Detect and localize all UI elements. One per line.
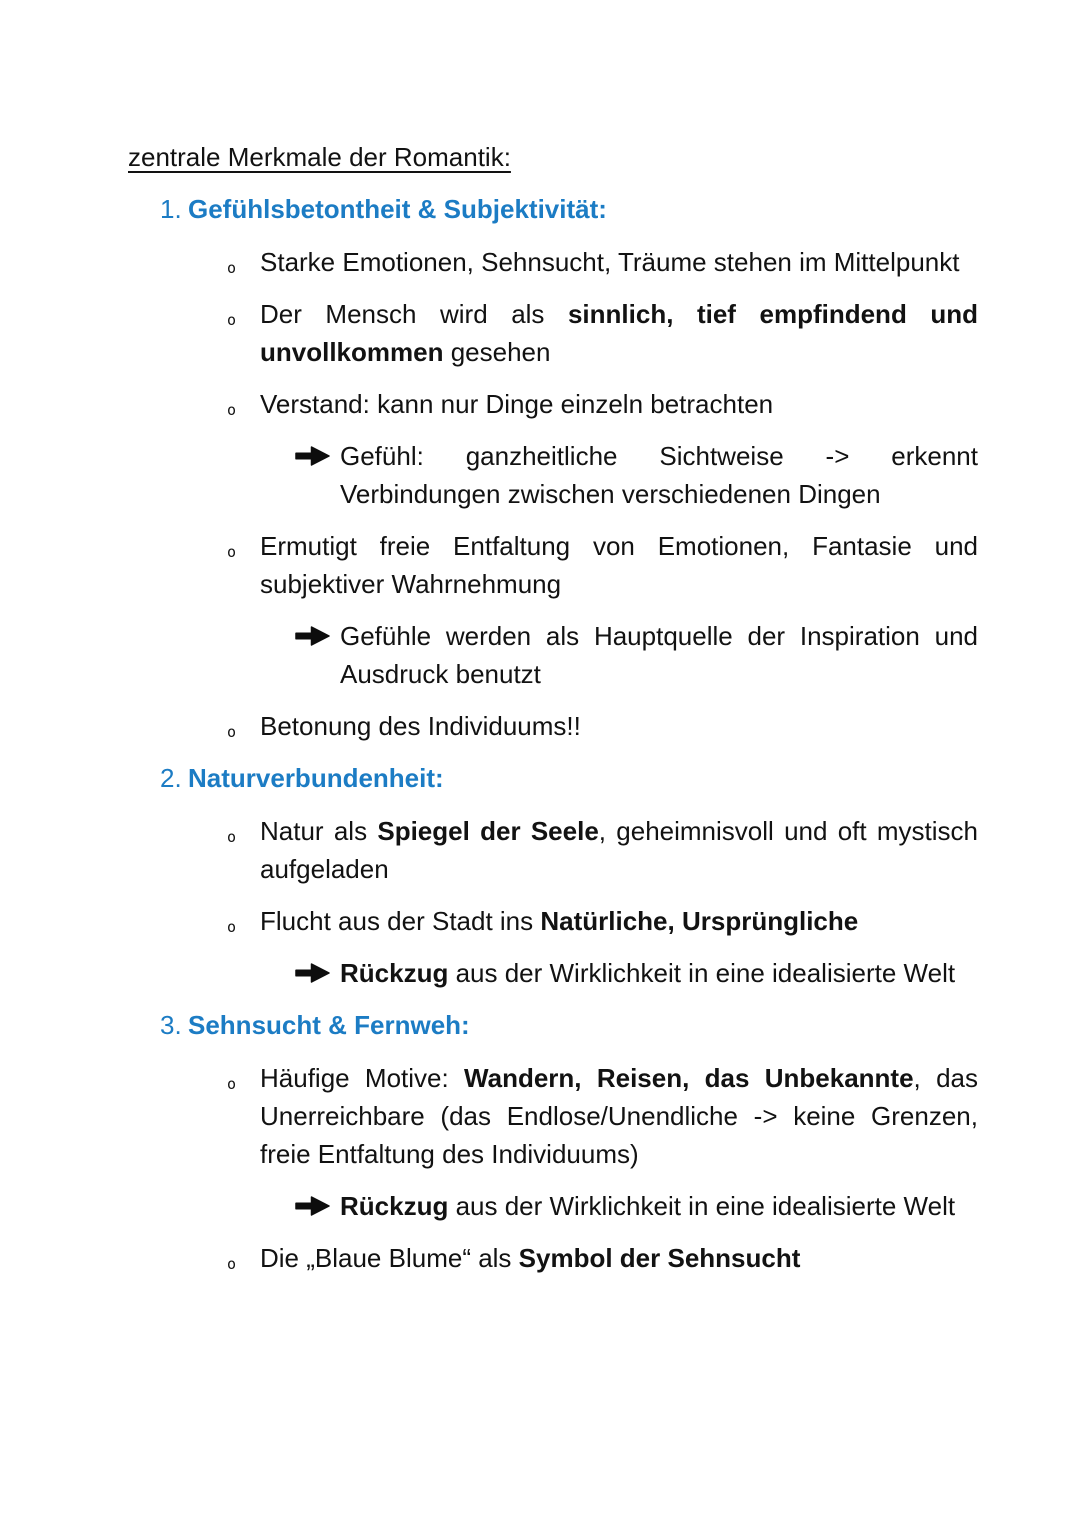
text-run: gesehen [443,337,551,367]
bullet-item [0,902,978,940]
bold-text-run: Natürliche, Ursprüngliche [540,906,859,936]
bold-text-run: Rückzug [340,958,449,988]
text-run: Verstand: kann nur Dinge einzeln betrachten [260,389,774,419]
bullet-item [0,295,978,371]
section-number: 1. [160,194,182,224]
bold-text-run: Symbol der Sehnsucht [518,1243,801,1273]
circle-bullet-marker: o [227,723,237,741]
circle-bullet-marker: o [227,1255,237,1273]
arrow-item [0,617,978,693]
arrow-right-icon [295,626,330,646]
text-run: , geheimnisvoll und oft mystisch aufgeladen [260,816,979,884]
circle-bullet-marker: o [227,828,237,846]
circle-bullet-marker: o [227,311,237,329]
section-title: Sehnsucht & Fernweh: [188,1010,470,1040]
circle-bullet-marker: o [227,401,237,419]
bold-text-run: sinnlich, tief empfindend und unvollkommen [260,299,978,367]
arrow-right-icon [295,1196,330,1216]
bold-text-run: Spiegel der Seele [377,816,599,846]
circle-bullet-marker: o [227,918,237,936]
bullet-item [0,1059,978,1173]
text-run: aus der Wirklichkeit in eine idealisierte Welt [448,1191,956,1221]
text-run: Betonung des Individuums!! [260,711,581,741]
arrow-item [0,954,978,992]
text-run: Gefühl: ganzheitliche Sichtweise -> erkennt Verbindungen zwischen verschiedenen Dingen [340,441,978,509]
text-run: Häufige Motive: [260,1063,465,1093]
text-run: Natur als [260,816,378,846]
page-title: zentrale Merkmale der Romantik: [128,142,511,172]
text-run: Ermutigt freie Entfaltung von Emotionen, Fantasie und subjektiver Wahrnehmung [260,531,978,599]
text-run: aus der Wirklichkeit in eine idealisierte Welt [448,958,956,988]
document-body [0,190,978,1277]
bullet-item [0,385,978,423]
arrow-item [0,1187,978,1225]
section-heading-3 [0,1006,978,1044]
bold-text-run: Rückzug [340,1191,449,1221]
section-title: Gefühlsbetontheit & Subjektivität: [188,194,607,224]
text-run: Die „Blaue Blume“ als [260,1243,519,1273]
text-run: Flucht aus der Stadt ins [260,906,541,936]
bullet-item [0,243,978,281]
arrow-right-icon [295,963,330,983]
bullet-item [0,1239,978,1277]
arrow-right-icon [295,446,330,466]
bold-text-run: Wandern, Reisen, das Unbekannte [464,1063,914,1093]
section-heading-2 [0,759,978,797]
bullet-item [0,812,978,888]
text-run: Der Mensch wird als [260,299,568,329]
bullet-item [0,527,978,603]
section-heading-1 [0,190,978,228]
bullet-item [0,707,978,745]
section-number: 2. [160,763,182,793]
circle-bullet-marker: o [227,1075,237,1093]
arrow-item [0,437,978,513]
text-run: , das Unerreichbare (das Endlose/Unendliche -> keine Grenzen, freie Entfaltung des Individuums) [260,1063,978,1169]
circle-bullet-marker: o [227,259,237,277]
circle-bullet-marker: o [227,543,237,561]
section-number: 3. [160,1010,182,1040]
text-run: Starke Emotionen, Sehnsucht, Träume stehen im Mittelpunkt [260,247,960,277]
text-run: Gefühle werden als Hauptquelle der Inspiration und Ausdruck benutzt [340,621,978,689]
section-title: Naturverbundenheit: [188,763,444,793]
